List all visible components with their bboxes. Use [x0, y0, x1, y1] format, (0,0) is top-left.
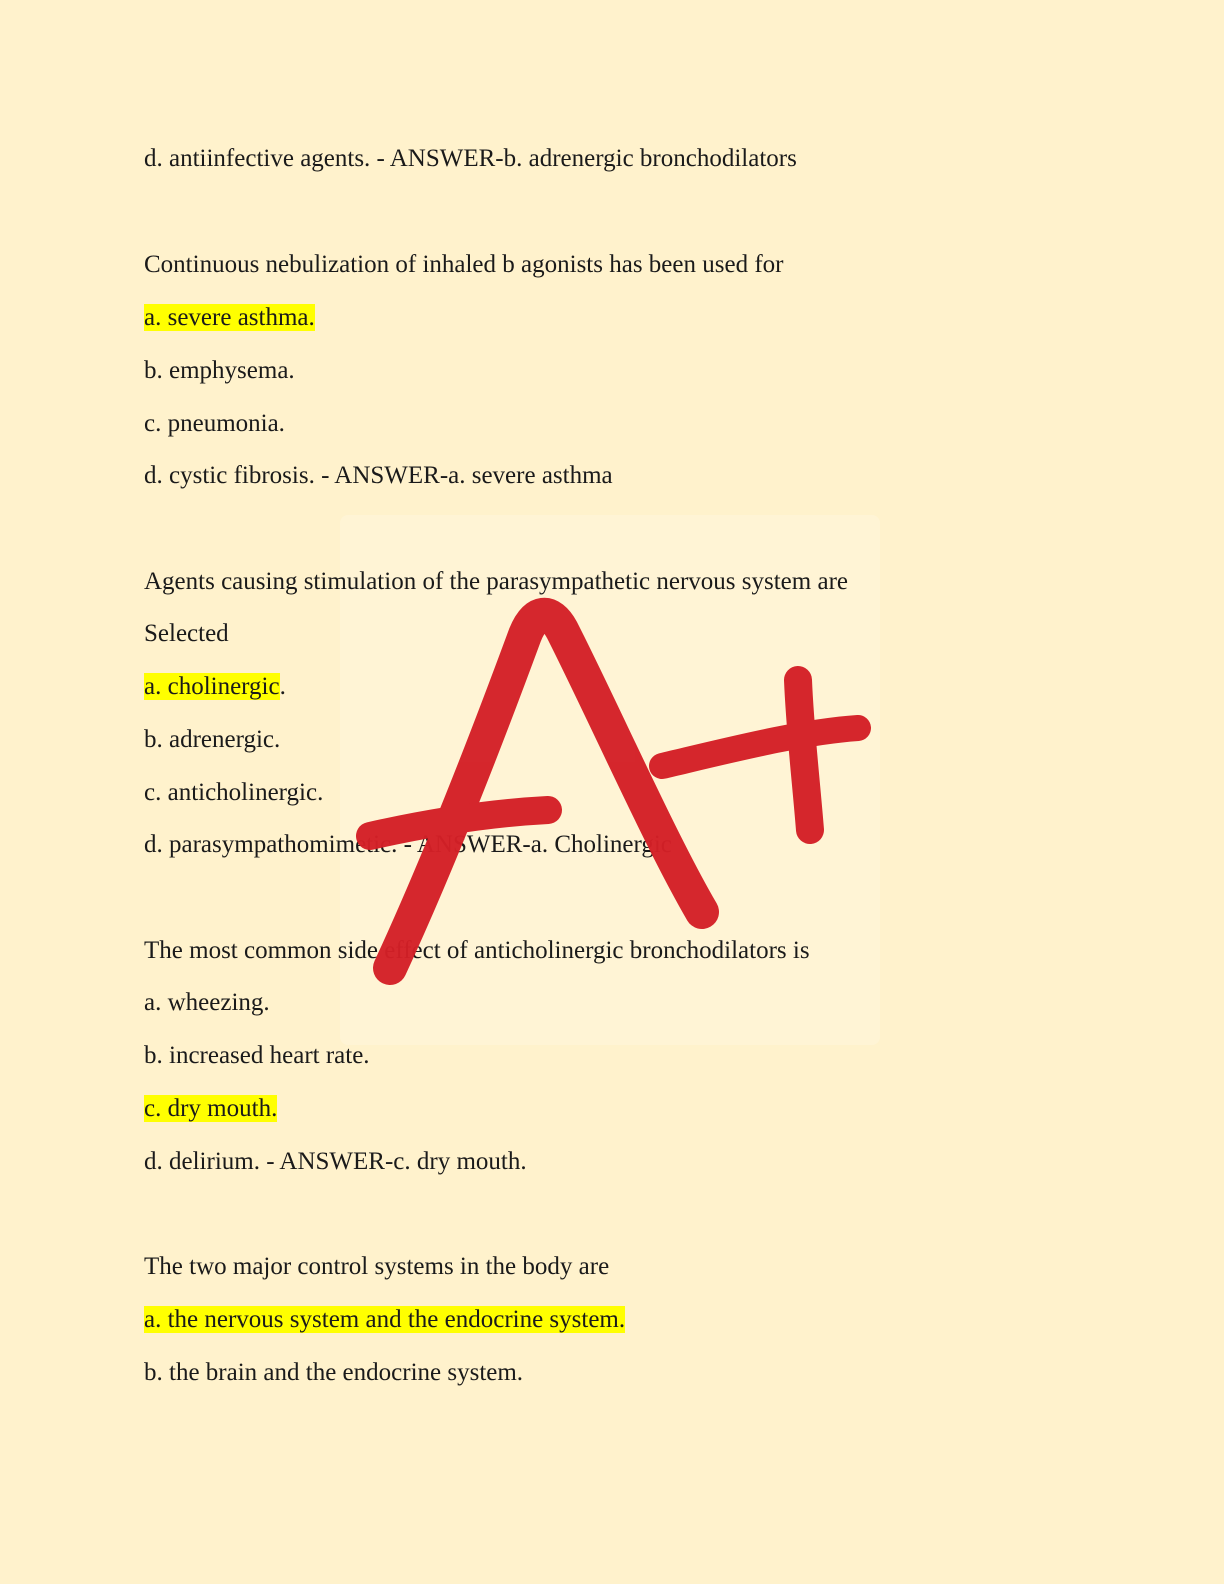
option-q4-a: a. wheezing. — [144, 989, 270, 1016]
option-q4-b: b. increased heart rate. — [144, 1042, 370, 1069]
question-q5: The two major control systems in the body are — [144, 1253, 610, 1280]
option-q3-b: b. adrenergic. — [144, 726, 281, 753]
option-q2-b: b. emphysema. — [144, 357, 295, 384]
option-q5-a — [144, 1303, 625, 1337]
question-q3-cont: Selected — [144, 620, 229, 647]
question-q3: Agents causing stimulation of the parasympathetic nervous system are — [144, 568, 848, 595]
option-q4-d: d. delirium. - ANSWER-c. dry mouth. — [144, 1148, 527, 1175]
answer-line-q1: d. antiinfective agents. - ANSWER-b. adrenergic bronchodilators — [144, 145, 797, 172]
option-q3-d: d. parasympathomimetic. - ANSWER-a. Cholinergic — [144, 831, 672, 858]
option-q5-b: b. the brain and the endocrine system. — [144, 1359, 524, 1386]
option-q2-c: c. pneumonia. — [144, 410, 285, 437]
option-q2-d: d. cystic fibrosis. - ANSWER-a. severe asthma — [144, 462, 613, 489]
option-q2-a — [144, 301, 315, 335]
question-q4: The most common side effect of anticholinergic bronchodilators is — [144, 937, 810, 964]
question-q2: Continuous nebulization of inhaled b agonists has been used for — [144, 251, 784, 278]
highlighted-answer: a. cholinergic — [144, 673, 280, 700]
option-q4-c — [144, 1092, 277, 1126]
highlighted-answer: c. dry mouth. — [144, 1095, 278, 1122]
highlighted-answer: a. the nervous system and the endocrine system. — [144, 1306, 626, 1333]
option-q3-c: c. anticholinergic. — [144, 779, 324, 806]
option-q3-a: a. cholinergic. — [144, 673, 286, 700]
highlighted-answer: a. severe asthma. — [144, 304, 315, 331]
